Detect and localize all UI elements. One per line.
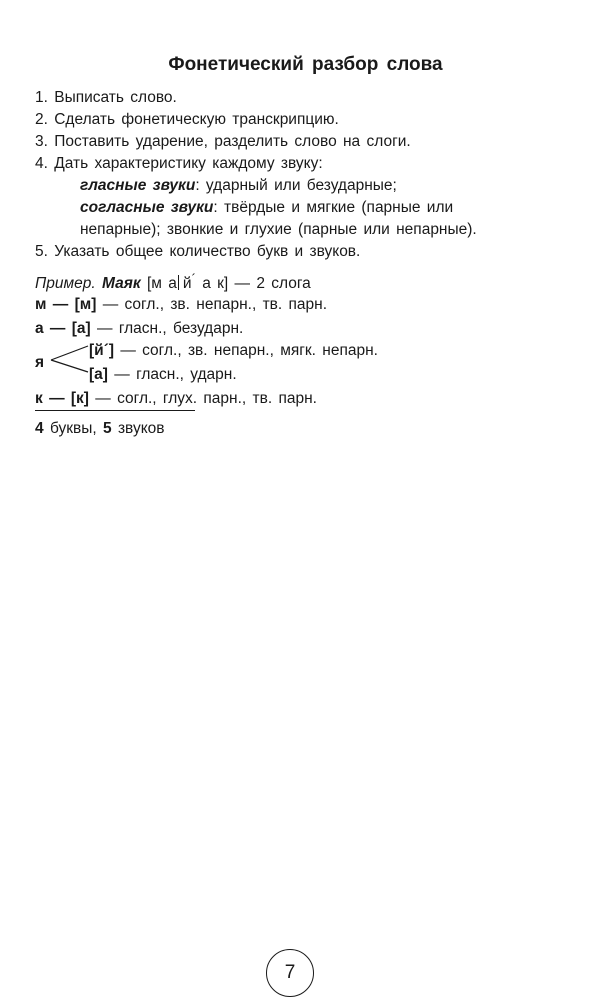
letter: а —	[35, 320, 66, 337]
sound: [м]	[74, 296, 97, 313]
example-word: Маяк	[101, 275, 141, 292]
page-number: 7	[266, 949, 314, 997]
step-2: 2. Сделать фонетическую транскрипцию.	[35, 111, 339, 128]
syllable-divider	[178, 275, 179, 290]
summary-divider	[35, 410, 195, 411]
letter-ya: я	[35, 354, 45, 371]
row-ya-a	[89, 366, 237, 384]
vowels-term: гласные звуки	[80, 177, 196, 194]
sound-description: — согл., глух. парн., тв. парн.	[95, 390, 317, 407]
letter: м —	[35, 296, 69, 313]
letters-count: 4	[35, 420, 44, 437]
consonants-line-2: непарные); звонкие и глухие (парные или непарные).	[80, 221, 477, 238]
letter: к —	[35, 390, 65, 407]
sound: [а]	[89, 366, 108, 383]
vowels-line	[80, 177, 397, 195]
summary-line	[35, 420, 165, 438]
stress-mark: ´	[191, 271, 196, 286]
vowels-text: : ударный или безударные;	[195, 177, 397, 194]
row-k	[35, 390, 317, 408]
sound-description: — согл., зв. непарн., мягк. непарн.	[120, 342, 378, 359]
transcription-mid: й	[182, 275, 192, 292]
sound: [к]	[70, 390, 89, 407]
sounds-word: звуков	[117, 420, 165, 437]
branch-lines	[50, 340, 90, 380]
sound-description: — гласн., безударн.	[97, 320, 244, 337]
sound-description: — согл., зв. непарн., тв. парн.	[102, 296, 328, 313]
example-label: Пример.	[35, 275, 96, 292]
row-ya-j	[89, 342, 378, 360]
step-5: 5. Указать общее количество букв и звуков.	[35, 243, 361, 260]
example-line	[35, 271, 311, 293]
row-m	[35, 296, 327, 314]
sounds-count: 5	[103, 420, 112, 437]
step-1: 1. Выписать слово.	[35, 89, 177, 106]
sound-description: — гласн., ударн.	[114, 366, 237, 383]
step-4: 4. Дать характеристику каждому звуку:	[35, 155, 323, 172]
consonants-term: согласные звуки	[80, 199, 214, 216]
syllable-count: — 2 слога	[234, 275, 311, 292]
transcription-open: [м а	[147, 275, 177, 292]
row-a	[35, 320, 243, 338]
page-title: Фонетический разбор слова	[168, 54, 443, 75]
consonants-text-1: : твёрдые и мягкие (парные или	[213, 199, 454, 216]
letters-word: буквы,	[49, 420, 97, 437]
transcription-close: а к]	[202, 275, 229, 292]
consonants-line	[80, 199, 453, 217]
step-3: 3. Поставить ударение, разделить слово на слоги.	[35, 133, 411, 150]
sound: [й´]	[89, 342, 115, 359]
sound: [а]	[71, 320, 91, 337]
